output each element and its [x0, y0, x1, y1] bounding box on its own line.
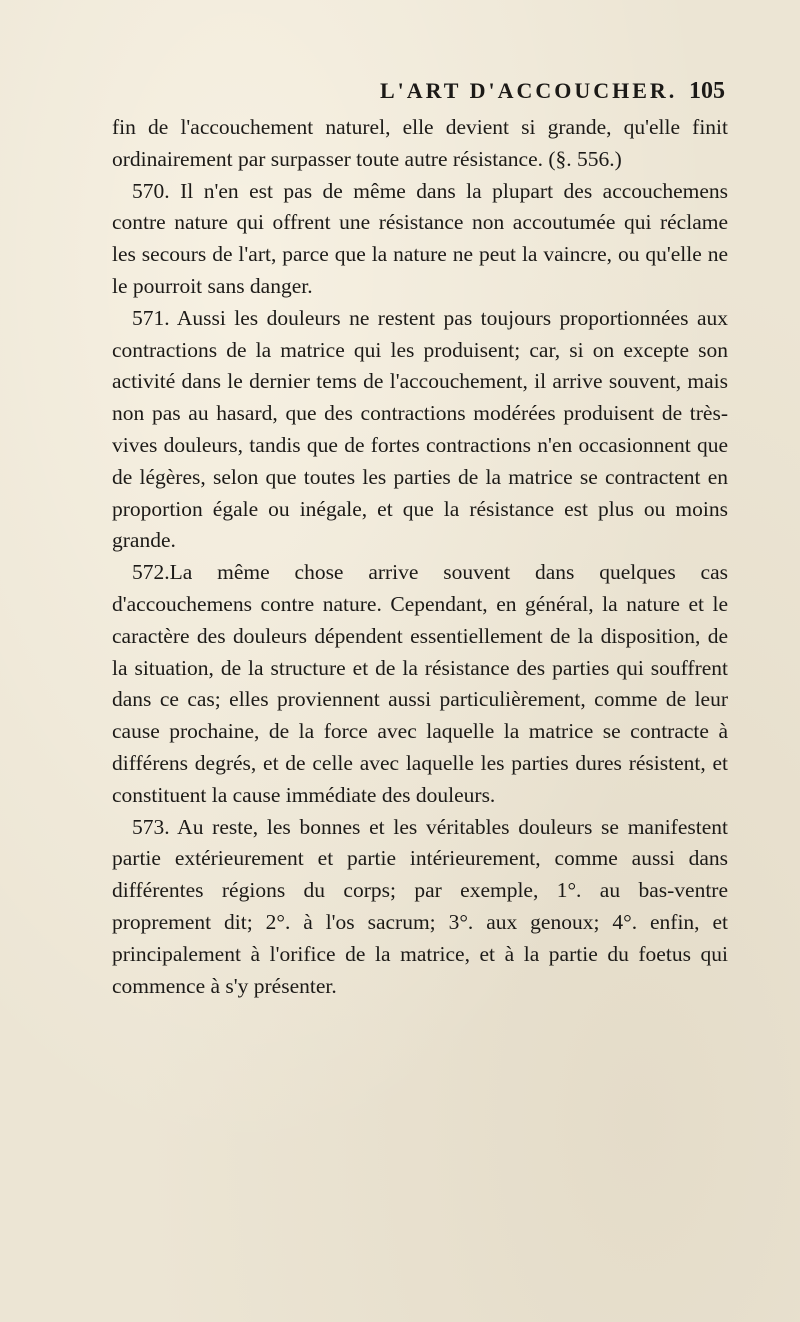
- paragraph-573: 573. Au reste, les bonnes et les véritables douleurs se manifestent partie extérieurement et partie intérieurement, comme aussi dans différentes régions du corps; par exemple, 1°. au bas-ventre proprement dit; 2°. à l'os sacrum; 3°. aux genoux; 4°. enfin, et principalement à l'orifice de la matrice, et à la partie du foetus qui commence à s'y présenter.: [112, 814, 728, 998]
- paragraph-572: 572.La même chose arrive souvent dans quelques cas d'accouchemens contre nature. Cependant, en général, la nature et le caractère des douleurs dépendent essentiellement de la disposition, de la situation, de la structure et de la résistance des parties qui souffrent dans ce cas; elles proviennent aussi particulièrement, comme de leur cause prochaine, de la force avec laquelle la matrice se contracte à différens degrés, et de celle avec laquelle les parties dures résistent, et constituent la cause immédiate des douleurs.: [112, 560, 728, 807]
- paragraph-continuation: fin de l'accouchement naturel, elle devient si grande, qu'elle finit ordinairement par surpasser toute autre résistance. (§. 556.): [112, 115, 728, 171]
- paragraph-571: 571. Aussi les douleurs ne restent pas toujours proportionnées aux contractions de la matrice qui les produisent; car, si on excepte son activité dans le dernier tems de l'accouchement, il arrive souvent, mais non pas au hasard, que des contractions modérées produisent de très-vives douleurs, tandis que de fortes contractions n'en occasionnent que de légères, selon que toutes les parties de la matrice se contractent en proportion égale ou inégale, et que la résistance est plus ou moins grande.: [112, 305, 728, 553]
- page-number: 105: [689, 78, 725, 104]
- body-text: [112, 112, 728, 1002]
- paragraph-570: 570. Il n'en est pas de même dans la plupart des accouchemens contre nature qui offrent une résistance non accoutumée qui réclame les secours de l'art, parce que la nature ne peut la vaincre, ou qu'elle ne le pourroit sans danger.: [112, 178, 728, 298]
- running-head: [380, 78, 725, 108]
- running-title: L'ART D'ACCOUCHER.: [380, 78, 678, 103]
